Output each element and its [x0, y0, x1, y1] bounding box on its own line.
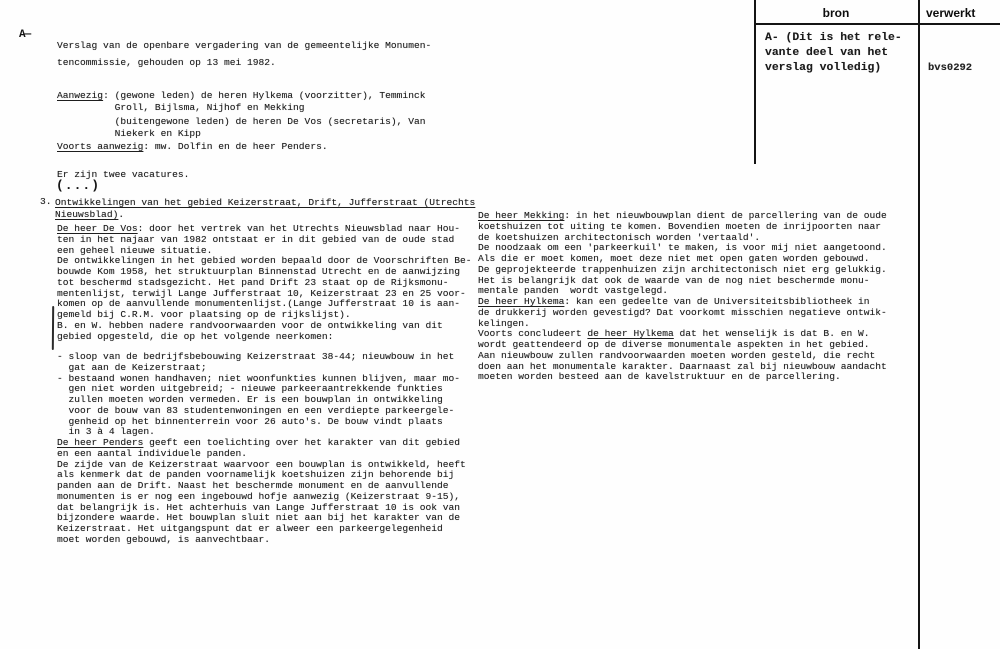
margin-marker: A—: [19, 29, 31, 41]
attendance-special-members: (buitengewone leden) de heren De Vos (secretaris), Van Niekerk en Kipp: [57, 116, 426, 139]
vacancies-line: Er zijn twee vacatures.: [57, 169, 190, 180]
report-title: Verslag van de openbare vergadering van de gemeentelijke Monumen- tencommissie, gehouden op 13 mei 1982.: [57, 40, 432, 68]
agenda-item-heading: Ontwikkelingen van het gebied Keizerstraat, Drift, Jufferstraat (Utrechts Nieuwsblad).: [55, 197, 476, 220]
attendance-regular-members: Aanwezig: (gewone leden) de heren Hylkema (voorzitter), Temminck Groll, Bijlsma, Nijhof en Mekking: [57, 90, 426, 113]
paragraph-penders: De heer Penders geeft een toelichting over het karakter van dit gebied en een aantal individuele panden. De zijde van de Keizerstraat waarvoor een bouwplan is ontwikkeld, heeft als kenmerk dat de panden voornamelijk koetshuizen zijn behorende bij panden aan de Drift. Naast het beschermde monument en de aanvullende monumenten is er nog een ingebouwd hofje aanwezig (Keizerstraat 9-15), dat belangrijk is. Het achterhuis van Lange Jufferstraat 10 is ook van bijzondere waarde. Het bouwplan sluit niet aan bij het karakter van de Keizerstraat. Het uitgangspunt dat er alweer een parkeergelegenheid moet worden gebouwd, is aanvechtbaar.: [57, 437, 466, 545]
paragraph-conditions-list: - sloop van de bedrijfsbebouwing Keizerstraat 38-44; nieuwbouw in het gat aan de Keizerstraat; - bestaand wonen handhaven; niet woonfunkties kunnen blijven, maar mo- gen niet worden uitgebreid; - nieuwe parkeeraantrekkende funkties zullen moeten worden vermeden. Er is een bouwplan in ontwikkeling voor de bouw van 83 studentenwoningen en een verdiepte parkeergele- genheid op het binnenterrein voor 26 auto's. De bouw vindt plaats in 3 à 4 lagen.: [57, 351, 461, 438]
bron-note: A- (Dit is het rele- vante deel van het verslag volledig): [765, 32, 902, 74]
verwerkt-column-header: verwerkt: [926, 6, 976, 20]
form-vertical-rule-right: [918, 0, 920, 649]
form-horizontal-rule: [754, 23, 1000, 25]
margin-ink-mark: [52, 306, 54, 350]
right-column-discussion: De heer Mekking: in het nieuwbouwplan dient de parcellering van de oude koetshuizen tot uiting te komen. Bovendien moeten de inrijpoorten naar de koetshuizen architectonisch worden 'vertaald'. De noodzaak om een 'parkeerkuil' te maken, is voor mij niet aangetoond. Als die er moet komen, moet deze niet met open gaten worden gebouwd. De geprojekteerde trappenhuizen zijn architectonisch niet erg gelukkig. Het is belangrijk dat ook de waarde van de nog niet beschermde monu- mentale panden wordt vastgelegd. De heer Hylkema: kan een gedeelte van de Universiteitsbibliotheek in de drukkerij worden gevestigd? Dat voorkomt misschien negatieve ontwik- kelingen. Voorts concludeert de heer Hylkema dat het wenselijk is dat B. en W. wordt geattendeerd op de diverse monumentale aspekten in het gebied. Aan nieuwbouw zullen randvoorwaarden moeten worden gesteld, die recht doen aan het monumentale karakter. Daarnaast zal bij nieuwbouw aandacht moeten worden besteed aan de kavelstruktuur en de parcellering.: [478, 210, 887, 383]
agenda-item-number: 3.: [40, 196, 52, 207]
bron-column-header: bron: [822, 6, 850, 20]
verwerkt-code: bvs0292: [928, 62, 973, 74]
omission-mark: (...): [56, 178, 101, 193]
attendance-others: Voorts aanwezig: mw. Dolfin en de heer Penders.: [57, 141, 328, 152]
paragraph-de-vos: De heer De Vos: door het vertrek van het Utrechts Nieuwsblad naar Hou- ten in het najaar van 1982 ontstaat er in dit gebied van de oude stad een geheel nieuwe situatie. De ontwikkelingen in het gebied worden bepaald door de Voorschriften Be- bouwde Kom 1958, het struktuurplan Binnenstad Utrecht en de aanwijzing tot beschermd stadsgezicht. Het pand Drift 23 staat op de Rijksmonu- mentenlijst, terwijl Lange Jufferstraat 10, Keizerstraat 23 en 25 voor- komen op de aanvullende monumentenlijst.(Lange Jufferstraat 10 is aan- gemeld bij C.R.M. voor plaatsing op de rijkslijst). B. en W. hebben nadere randvoorwaarden voor de ontwikkeling van dit gebied opgesteld, die op het volgende neerkomen:: [57, 223, 472, 342]
